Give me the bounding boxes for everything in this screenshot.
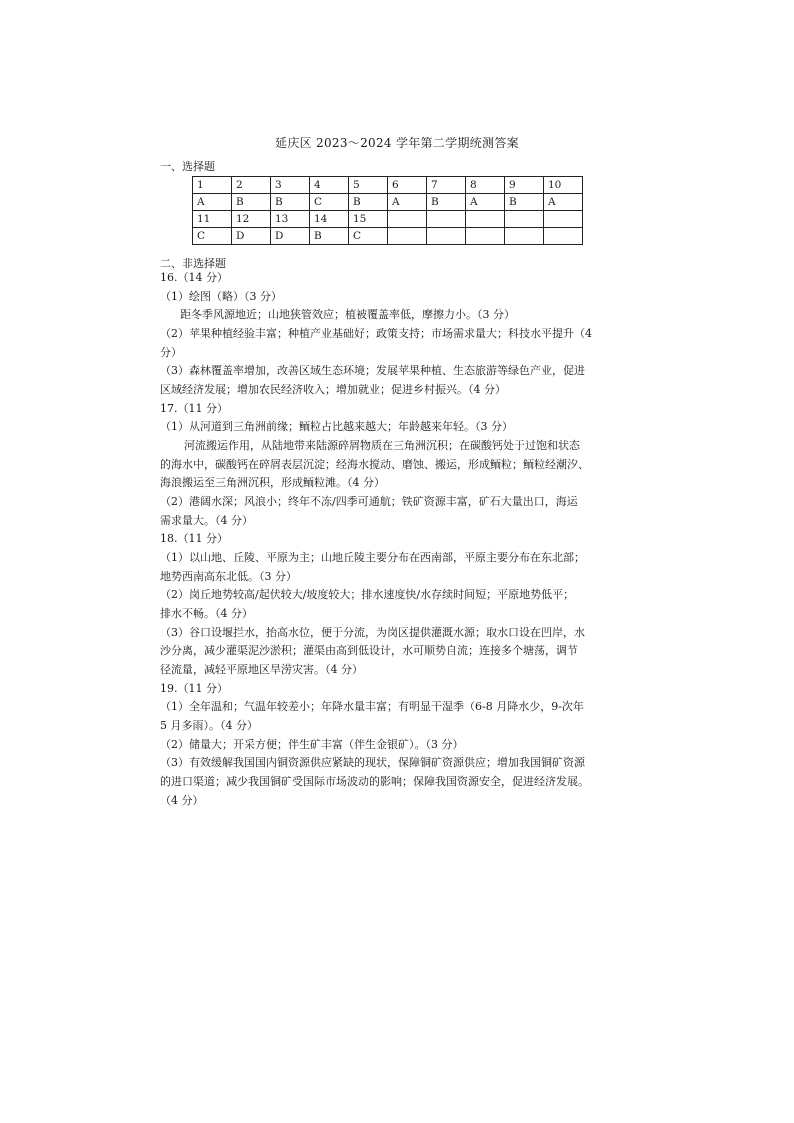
answer-line: 区域经济发展；增加农民经济收入；增加就业；促进乡村振兴。（4 分） [160, 383, 506, 396]
question-number-cell: 3 [271, 177, 310, 194]
answer-line: （1）从河道到三角洲前缘；鲕粒占比越来越大；年龄越来年轻。（3 分） [160, 420, 513, 433]
answer-line: 河流搬运作用，从陆地带来陆源碎屑物质在三角洲沉积；在碳酸钙处于过饱和状态 [184, 439, 580, 452]
answer-line: （3）谷口设堰拦水，抬高水位，便于分流，为岗区提供灌溉水源；取水口设在凹岸，水 [160, 626, 585, 639]
answer-line: （2）岗丘地势较高/起伏较大/坡度较大；排水速度快/水存续时间短；平原地势低平； [160, 588, 575, 601]
question-heading: 18.（11 分） [160, 532, 228, 545]
answer-table-row [193, 177, 583, 194]
answer-line: （1）绘图（略）（3 分） [160, 290, 282, 303]
question-number-cell: 1 [193, 177, 232, 194]
answer-cell: D [232, 228, 271, 245]
answer-line: 的进口渠道；减少我国铜矿受国际市场波动的影响；保障我国资源安全，促进经济发展。 [160, 775, 589, 788]
question-number-cell: 7 [427, 177, 466, 194]
answer-line: （3）有效缓解我国国内铜资源供应紧缺的现状，保障铜矿资源供应；增加我国铜矿资源 [160, 756, 585, 769]
question-number-cell: 5 [349, 177, 388, 194]
answer-line: （4 分） [160, 794, 204, 807]
empty-cell [505, 228, 544, 245]
empty-cell [427, 211, 466, 228]
answer-cell: A [193, 194, 232, 211]
empty-cell [544, 228, 583, 245]
empty-cell [427, 228, 466, 245]
empty-cell [466, 228, 505, 245]
answer-line: 分） [160, 346, 182, 359]
answer-line: （1）以山地、丘陵、平原为主；山地丘陵主要分布在西南部，平原主要分布在东北部； [160, 551, 585, 564]
answer-cell: B [232, 194, 271, 211]
answer-line: 5 月多雨）。（4 分） [160, 719, 258, 732]
answer-cell: D [271, 228, 310, 245]
answer-table-row [193, 211, 583, 228]
answer-table-row [193, 228, 583, 245]
answer-table-row [193, 194, 583, 211]
answer-cell: B [349, 194, 388, 211]
empty-cell [388, 228, 427, 245]
answer-line: 海浪搬运至三角洲沉积，形成鲕粒滩。（4 分） [160, 476, 385, 489]
answer-cell: C [349, 228, 388, 245]
answer-cell: A [466, 194, 505, 211]
answer-line: 沙分离，减少灌渠泥沙淤积；灌渠由高到低设计，水可顺势自流；连接多个塘荡，调节 [160, 644, 578, 657]
empty-cell [544, 211, 583, 228]
question-number-cell: 11 [193, 211, 232, 228]
page-title: 延庆区 2023～2024 学年第二学期统测答案 [275, 136, 519, 150]
answer-line: （2）储量大；开采方便；伴生矿丰富（伴生金银矿）。（3 分） [160, 738, 464, 751]
answer-table [192, 176, 583, 245]
question-number-cell: 13 [271, 211, 310, 228]
empty-cell [505, 211, 544, 228]
answer-cell: B [310, 228, 349, 245]
answer-line: 径流量，减轻平原地区旱涝灾害。（4 分） [160, 663, 363, 676]
answer-line: 的海水中，碳酸钙在碎屑表层沉淀；经海水搅动、磨蚀、搬运，形成鲕粒；鲕粒经潮汐、 [160, 458, 589, 471]
answer-line: 距冬季风源地近；山地狭管效应；植被覆盖率低，摩擦力小。（3 分） [180, 308, 515, 321]
answer-line: （2）苹果种植经验丰富；种植产业基础好；政策支持；市场需求量大；科技水平提升（4 [160, 327, 592, 340]
answer-line: 需求量大。（4 分） [160, 514, 253, 527]
empty-cell [466, 211, 505, 228]
question-number-cell: 9 [505, 177, 544, 194]
question-number-cell: 8 [466, 177, 505, 194]
answer-cell: B [505, 194, 544, 211]
answer-line: 排水不畅。（4 分） [160, 607, 253, 620]
answer-cell: A [544, 194, 583, 211]
question-heading: 17.（11 分） [160, 402, 228, 415]
nonchoice-section-heading: 二、非选择题 [160, 257, 226, 270]
empty-cell [388, 211, 427, 228]
question-number-cell: 14 [310, 211, 349, 228]
answer-line: 地势西南高东北低。（3 分） [160, 570, 297, 583]
question-number-cell: 12 [232, 211, 271, 228]
question-heading: 19.（11 分） [160, 682, 228, 695]
choice-section-heading: 一、选择题 [160, 160, 215, 173]
answer-cell: B [427, 194, 466, 211]
question-number-cell: 10 [544, 177, 583, 194]
question-heading: 16.（14 分） [160, 271, 228, 284]
answer-cell: C [310, 194, 349, 211]
answer-line: （1）全年温和；气温年较差小；年降水量丰富；有明显干湿季（6-8 月降水少，9-次年 [160, 700, 584, 713]
answer-line: （2）港阔水深；风浪小；终年不冻/四季可通航；铁矿资源丰富，矿石大量出口，海运 [160, 495, 578, 508]
answer-cell: B [271, 194, 310, 211]
question-number-cell: 2 [232, 177, 271, 194]
question-number-cell: 15 [349, 211, 388, 228]
question-number-cell: 4 [310, 177, 349, 194]
answer-cell: A [388, 194, 427, 211]
answer-line: （3）森林覆盖率增加，改善区域生态环境；发展苹果种植、生态旅游等绿色产业，促进 [160, 364, 585, 377]
answer-cell: C [193, 228, 232, 245]
question-number-cell: 6 [388, 177, 427, 194]
